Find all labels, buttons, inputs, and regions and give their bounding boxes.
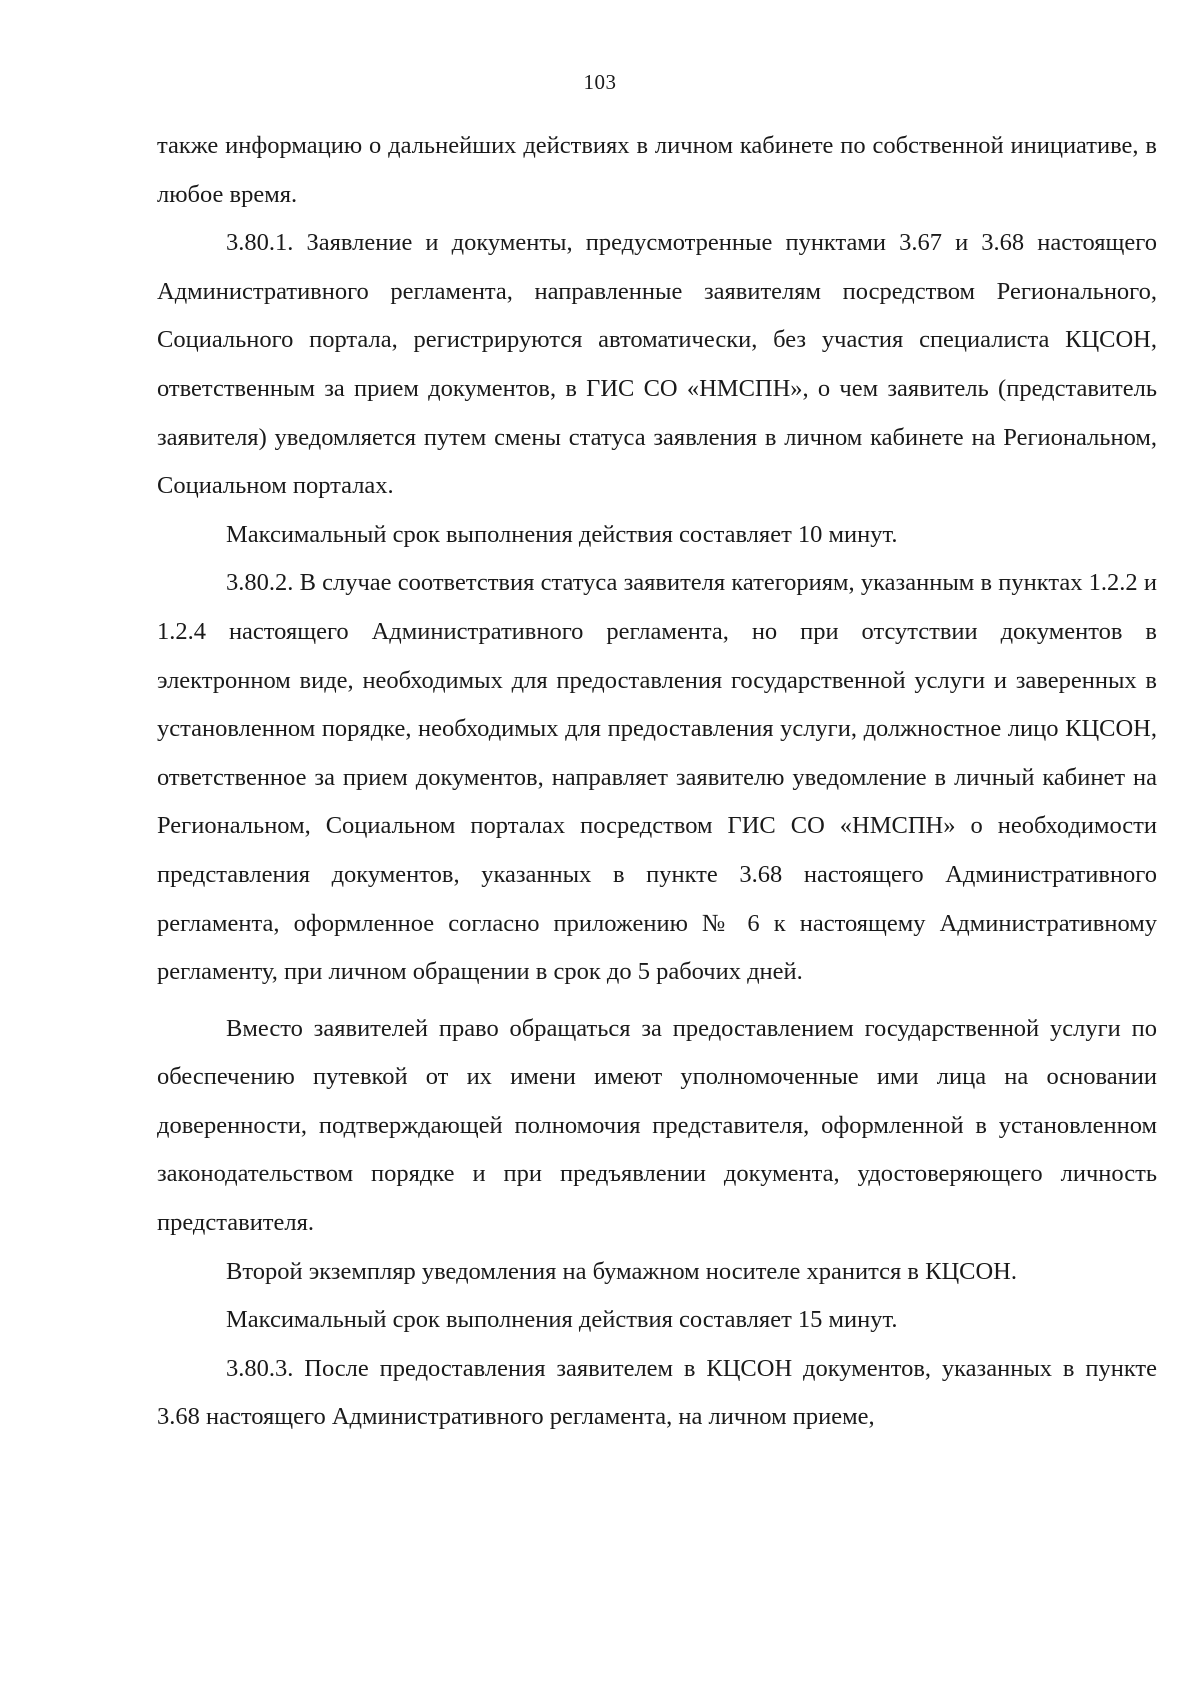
document-body [157, 122, 1157, 1442]
paragraph-second-copy: Второй экземпляр уведомления на бумажном носителе хранится в КЦСОН. [226, 1257, 1017, 1285]
paragraph-3-80-3: 3.80.3. После предоставления заявителем в КЦСОН документов, указанных в пункте 3.68 настоящего Административного регламента, на личном приеме, [157, 1354, 1157, 1431]
page-number: 103 [583, 70, 617, 94]
paragraph-3-80-1: 3.80.1. Заявление и документы, предусмотренные пунктами 3.67 и 3.68 настоящего Административного регламента, направленные заявителям посредством Регионального, Социального портала, регистрируются автоматически, без участия специалиста КЦСОН, ответственным за прием документов, в ГИС СО «НМСПН», о чем заявитель (представитель заявителя) уведомляется путем смены статуса заявления в личном кабинете на Региональном, Социальном порталах. [157, 229, 1157, 500]
paragraph-continuation: также информацию о дальнейших действиях в личном кабинете по собственной инициативе, в любое время. [157, 132, 1157, 208]
paragraph-representatives: Вместо заявителей право обращаться за предоставлением государственной услуги по обеспечению путевкой от их имени имеют уполномоченные ими лица на основании доверенности, подтверждающей полномочия представителя, оформленной в установленном законодательством порядке и при предъявлении документа, удостоверяющего личность представителя. [157, 1014, 1157, 1237]
paragraph-time-limit-10: Максимальный срок выполнения действия составляет 10 минут. [226, 520, 898, 548]
paragraph-3-80-2: 3.80.2. В случае соответствия статуса заявителя категориям, указанным в пунктах 1.2.2 и 1.2.4 настоящего Административного регламента, но при отсутствии документов в электронном виде, необходимых для предоставления государственной услуги и заверенных в установленном порядке, необходимых для предоставления услуги, должностное лицо КЦСОН, ответственное за прием документов, направляет заявителю уведомление в личный кабинет на Региональном, Социальном порталах посредством ГИС СО «НМСПН» о необходимости представления документов, указанных в пункте 3.68 настоящего Административного регламента, оформленное согласно приложению № 6 к настоящему Административному регламенту, при личном обращении в срок до 5 рабочих дней. [157, 569, 1157, 986]
paragraph-time-limit-15: Максимальный срок выполнения действия составляет 15 минут. [226, 1306, 898, 1334]
